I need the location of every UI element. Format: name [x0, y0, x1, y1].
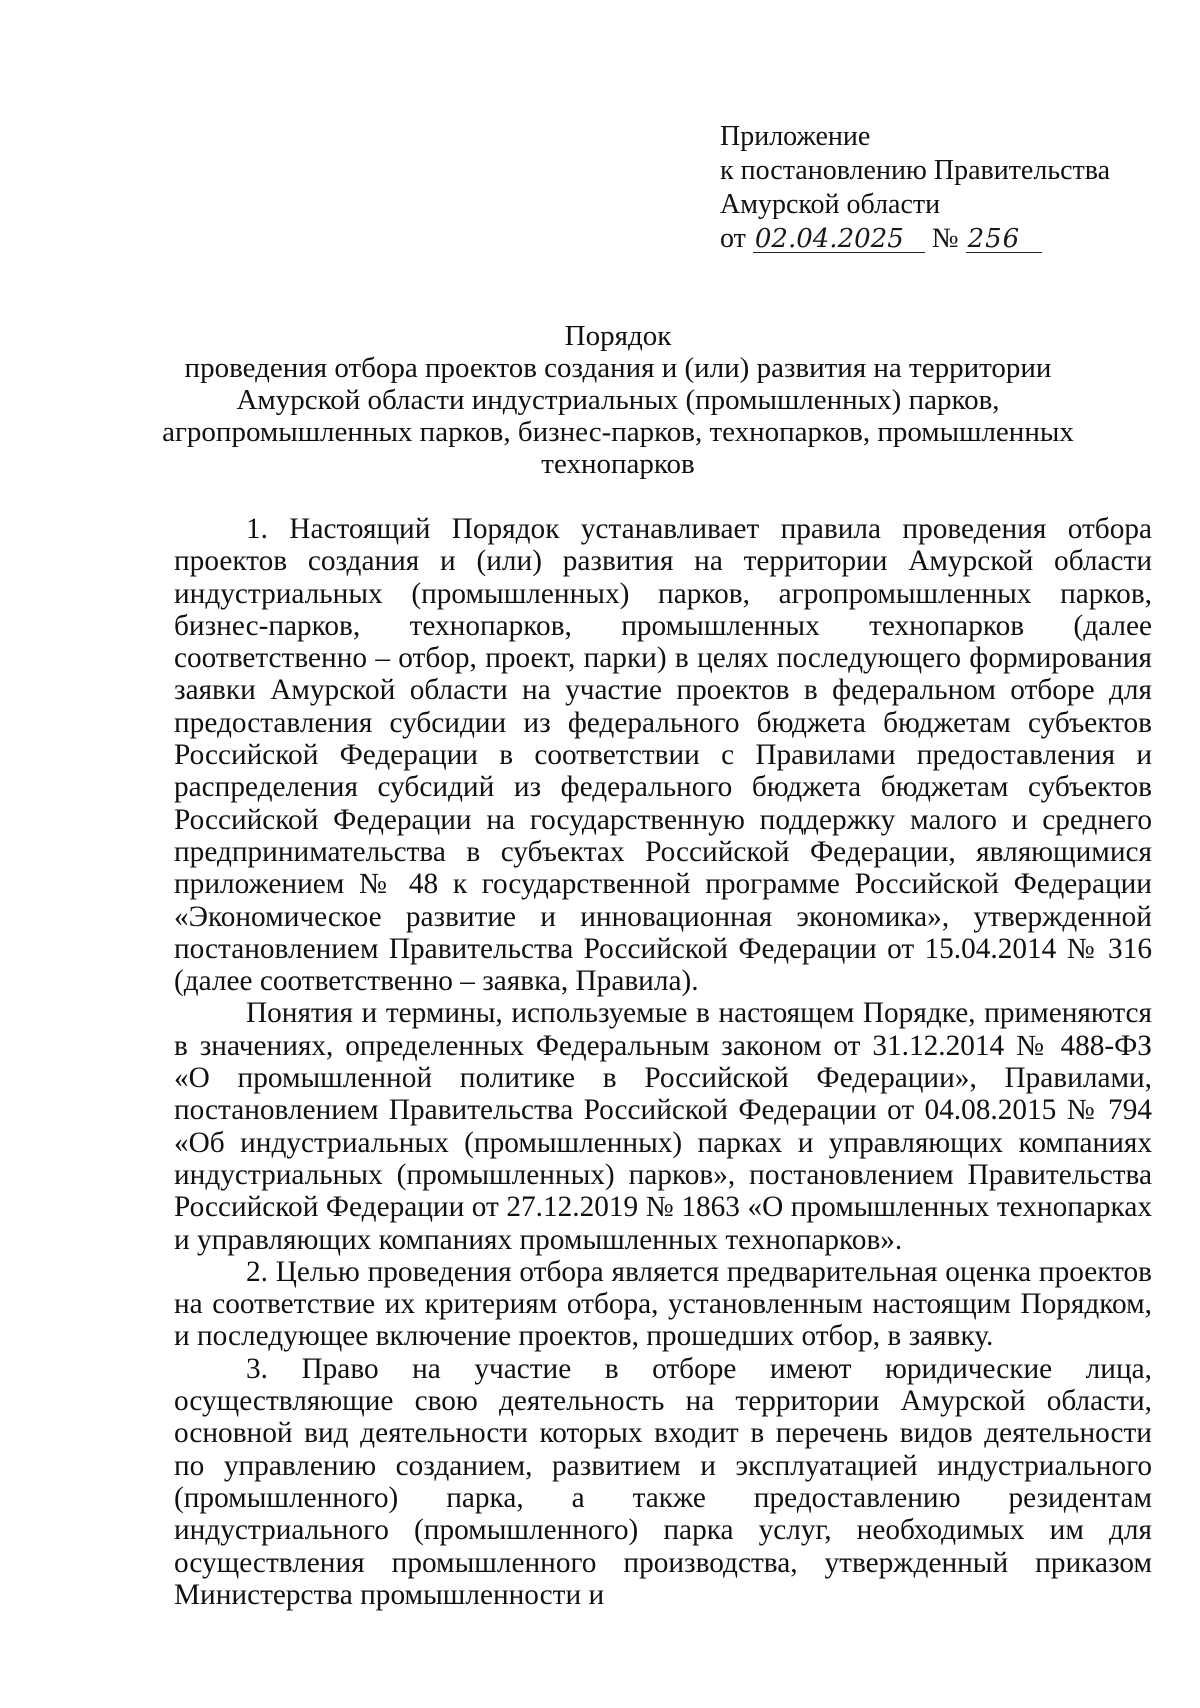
appendix-header — [720, 120, 1110, 256]
paragraph-1: 1. Настоящий Порядок устанавливает правила проведения отбора проектов создания и (или) развития на территории Амурской области индустриальных (промышленных) парков, агропромышленных парков, бизнес-парков, технопарков, промышленных технопарков (далее соответственно – отбор, проект, парки) в целях последующего формирования заявки Амурской области на участие проектов в федеральном отборе для предоставления субсидии из федерального бюджета бюджетам субъектов Российской Федерации в соответствии с Правилами предоставления и распределения субсидий из федерального бюджета бюджетам субъектов Российской Федерации на государственную поддержку малого и среднего предпринимательства в субъектах Российской Федерации, являющимися приложением № 48 к государственной программе Российской Федерации «Экономическое развитие и инновационная экономика», утвержденной постановлением Правительства Российской Федерации от 15.04.2014 № 316 (далее соответственно – заявка, Правила). — [174, 513, 1152, 998]
paragraph-terms: Понятия и термины, используемые в настоящем Порядке, применяются в значениях, определенных Федеральным законом от 31.12.2014 № 488-ФЗ «О промышленной политике в Российской Федерации», Правилами, постановлением Правительства Российской Федерации от 04.08.2015 № 794 «Об индустриальных (промышленных) парках и управляющих компаниях индустриальных (промышленных) парков», постановлением Правительства Российской Федерации от 27.12.2019 № 1863 «О промышленных технопарках и управляющих компаниях промышленных технопарков». — [174, 997, 1152, 1256]
title-subtitle: проведения отбора проектов создания и (или) развития на территории Амурской области индустриальных (промышленных) парков, агропромышленных парков, бизнес-парков, технопарков, промышленных технопарков — [162, 352, 1074, 480]
document-body — [174, 513, 1152, 1611]
title-heading: Порядок — [564, 320, 672, 352]
resolution-reference: к постановлению Правительства — [720, 155, 1111, 186]
region-name: Амурской области — [720, 189, 941, 220]
date-number-line — [720, 222, 1110, 256]
paragraph-3: 3. Право на участие в отборе имеют юридические лица, осуществляющие свою деятельность на территории Амурской области, основной вид деятельности которых входит в перечень видов деятельности по управлению созданием, развитием и эксплуатацией индустриального (промышленного) парка, а также предоставлению резидентам индустриального (промышленного) парка услуг, необходимых им для осуществления промышленного производства, утвержденный приказом Министерства промышленности и — [174, 1352, 1152, 1611]
from-prefix: от — [720, 223, 746, 254]
handwritten-date: 02.04.2025 — [753, 226, 925, 253]
appendix-label: Приложение — [720, 121, 871, 152]
paragraph-2: 2. Целью проведения отбора является предварительная оценка проектов на соответствие их критериям отбора, установленным настоящим Порядком, и последующее включение проектов, прошедших отбор, в заявку. — [174, 1255, 1152, 1353]
document-title — [150, 320, 1086, 480]
handwritten-number: 256 — [966, 226, 1042, 253]
number-prefix: № — [931, 223, 959, 254]
